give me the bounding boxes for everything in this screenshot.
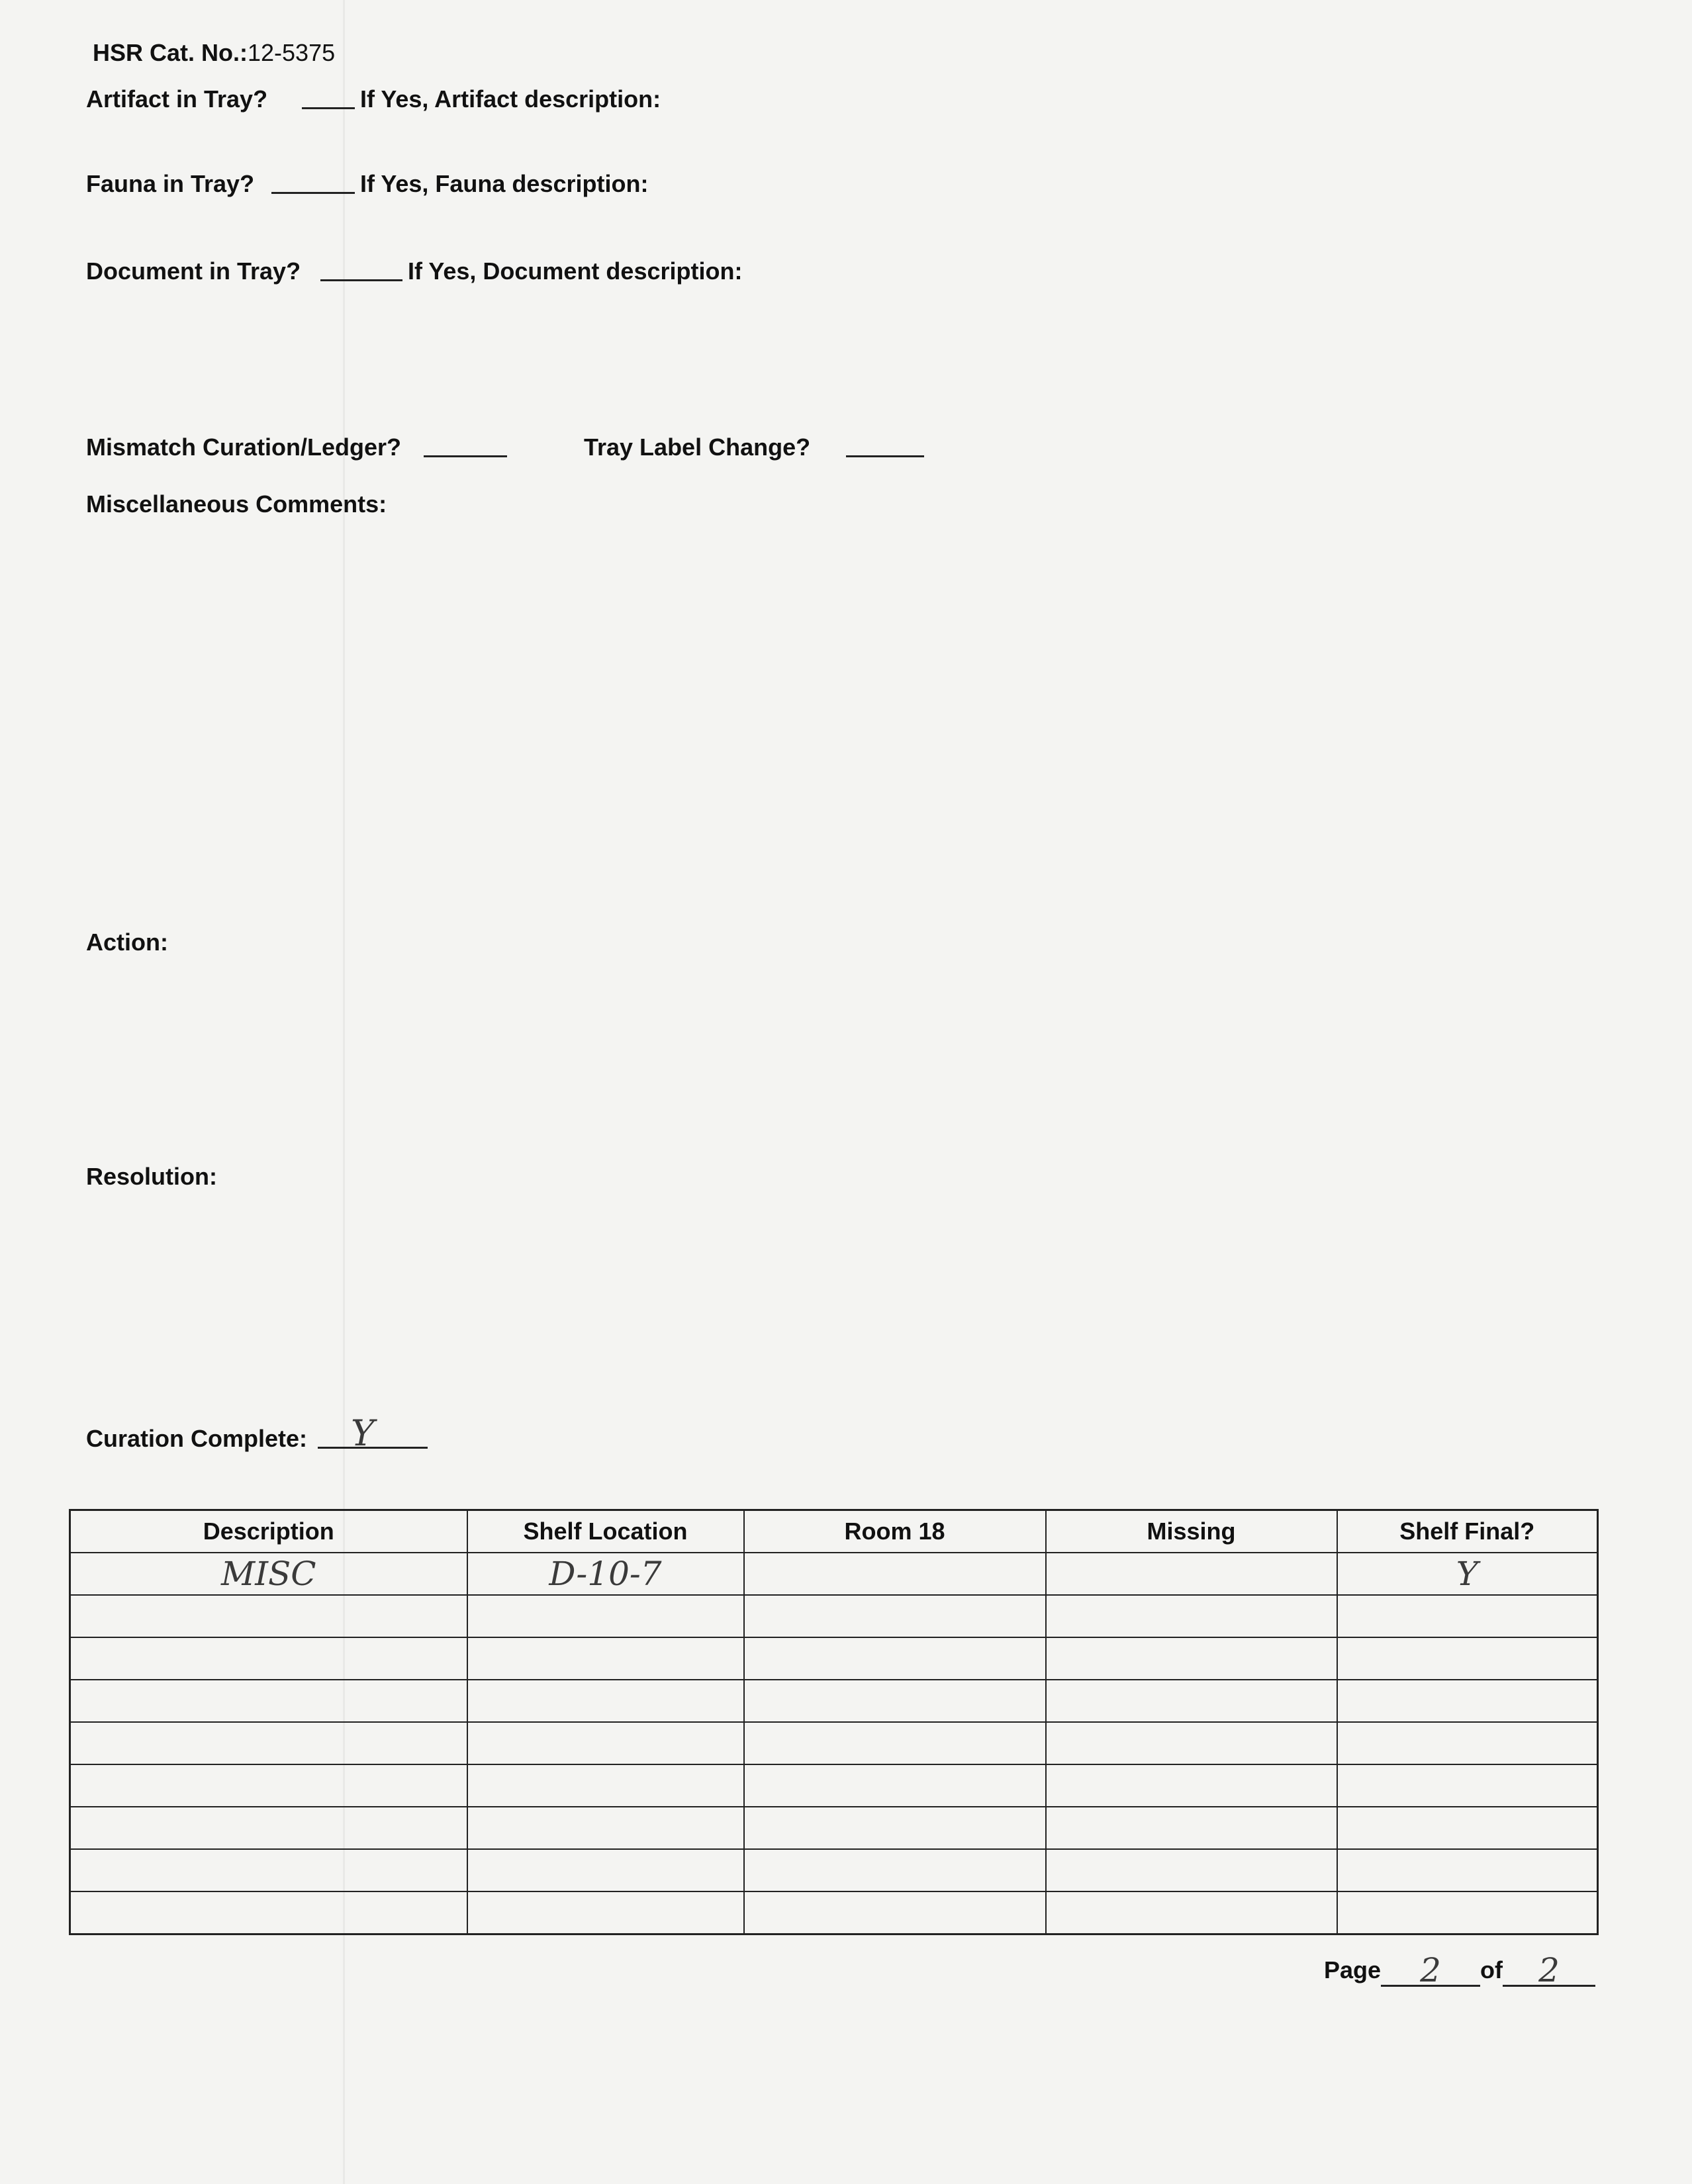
page-count	[1324, 1951, 1595, 1989]
cell-shelf-final[interactable]	[1337, 1807, 1598, 1849]
catalog-number	[93, 38, 335, 68]
col-room-18: Room 18	[744, 1510, 1046, 1553]
artifact-question: Artifact in Tray?	[86, 85, 268, 113]
misc-comments-label: Miscellaneous Comments:	[86, 490, 387, 518]
table-row	[70, 1849, 1598, 1891]
cell-description[interactable]	[70, 1849, 467, 1891]
cell-shelf-final[interactable]	[1337, 1595, 1598, 1637]
cell-missing[interactable]	[1046, 1680, 1337, 1722]
cell-room-18[interactable]	[744, 1680, 1046, 1722]
table-row	[70, 1637, 1598, 1680]
cell-room-18[interactable]	[744, 1807, 1046, 1849]
table-row	[70, 1764, 1598, 1807]
cell-shelf-final[interactable]	[1337, 1637, 1598, 1680]
cell-description[interactable]	[70, 1722, 467, 1764]
cell-room-18[interactable]	[744, 1595, 1046, 1637]
artifact-answer-line[interactable]	[302, 107, 355, 109]
cell-room-18[interactable]	[744, 1764, 1046, 1807]
cell-shelf-final[interactable]	[1337, 1680, 1598, 1722]
cell-shelf-final[interactable]	[1337, 1764, 1598, 1807]
mismatch-answer-line[interactable]	[424, 455, 507, 457]
table-row	[70, 1595, 1598, 1637]
curation-complete-label: Curation Complete:	[86, 1425, 308, 1452]
cell-room-18[interactable]	[744, 1849, 1046, 1891]
catalog-number-value: 12-5375	[248, 39, 336, 66]
tray-label-answer-line[interactable]	[846, 455, 924, 457]
cell-room-18[interactable]	[744, 1891, 1046, 1934]
resolution-label: Resolution:	[86, 1163, 217, 1190]
of-label: of	[1480, 1956, 1503, 1983]
cell-description[interactable]	[70, 1764, 467, 1807]
catalog-number-label: HSR Cat. No.:	[93, 39, 248, 66]
cell-description[interactable]	[70, 1891, 467, 1934]
cell-missing[interactable]	[1046, 1849, 1337, 1891]
table-row	[70, 1680, 1598, 1722]
shelf-table	[69, 1509, 1599, 1935]
table-row	[70, 1553, 1598, 1595]
fauna-description-label: If Yes, Fauna description:	[360, 170, 649, 197]
cell-shelf-location[interactable]	[467, 1807, 744, 1849]
cell-description[interactable]: MISC	[70, 1553, 467, 1595]
cell-room-18[interactable]	[744, 1553, 1046, 1595]
cell-missing[interactable]	[1046, 1891, 1337, 1934]
cell-missing[interactable]	[1046, 1637, 1337, 1680]
of-value[interactable]: 2	[1503, 1956, 1595, 1987]
tray-label-question: Tray Label Change?	[584, 433, 811, 461]
cell-description[interactable]	[70, 1637, 467, 1680]
cell-missing[interactable]	[1046, 1764, 1337, 1807]
cell-description[interactable]	[70, 1807, 467, 1849]
cell-shelf-final[interactable]	[1337, 1722, 1598, 1764]
document-answer-line[interactable]	[320, 279, 402, 281]
table-header-row	[70, 1510, 1598, 1553]
cell-room-18[interactable]	[744, 1722, 1046, 1764]
document-question: Document in Tray?	[86, 257, 301, 285]
table-row	[70, 1807, 1598, 1849]
cell-missing[interactable]	[1046, 1553, 1337, 1595]
col-shelf-location: Shelf Location	[467, 1510, 744, 1553]
cell-missing[interactable]	[1046, 1595, 1337, 1637]
cell-shelf-location[interactable]	[467, 1637, 744, 1680]
cell-shelf-location[interactable]	[467, 1849, 744, 1891]
mismatch-question: Mismatch Curation/Ledger?	[86, 433, 402, 461]
cell-room-18[interactable]	[744, 1637, 1046, 1680]
cell-shelf-location[interactable]	[467, 1722, 744, 1764]
col-missing: Missing	[1046, 1510, 1337, 1553]
cell-shelf-location[interactable]: D-10-7	[467, 1553, 744, 1595]
fauna-question: Fauna in Tray?	[86, 170, 255, 197]
cell-shelf-location[interactable]	[467, 1680, 744, 1722]
cell-missing[interactable]	[1046, 1807, 1337, 1849]
action-label: Action:	[86, 929, 168, 956]
page-label: Page	[1324, 1956, 1382, 1983]
cell-shelf-final[interactable]	[1337, 1891, 1598, 1934]
col-description: Description	[70, 1510, 467, 1553]
cell-description[interactable]	[70, 1680, 467, 1722]
artifact-description-label: If Yes, Artifact description:	[360, 85, 661, 113]
document-description-label: If Yes, Document description:	[408, 257, 743, 285]
curation-complete-value: Y	[351, 1412, 375, 1454]
col-shelf-final: Shelf Final?	[1337, 1510, 1598, 1553]
cell-shelf-location[interactable]	[467, 1764, 744, 1807]
fauna-answer-line[interactable]	[271, 192, 355, 194]
cell-shelf-final[interactable]	[1337, 1849, 1598, 1891]
cell-shelf-location[interactable]	[467, 1595, 744, 1637]
cell-shelf-location[interactable]	[467, 1891, 744, 1934]
cell-description[interactable]	[70, 1595, 467, 1637]
table-row	[70, 1722, 1598, 1764]
cell-shelf-final[interactable]: Y	[1337, 1553, 1598, 1595]
table-row	[70, 1891, 1598, 1934]
cell-missing[interactable]	[1046, 1722, 1337, 1764]
page-value[interactable]: 2	[1381, 1956, 1480, 1987]
